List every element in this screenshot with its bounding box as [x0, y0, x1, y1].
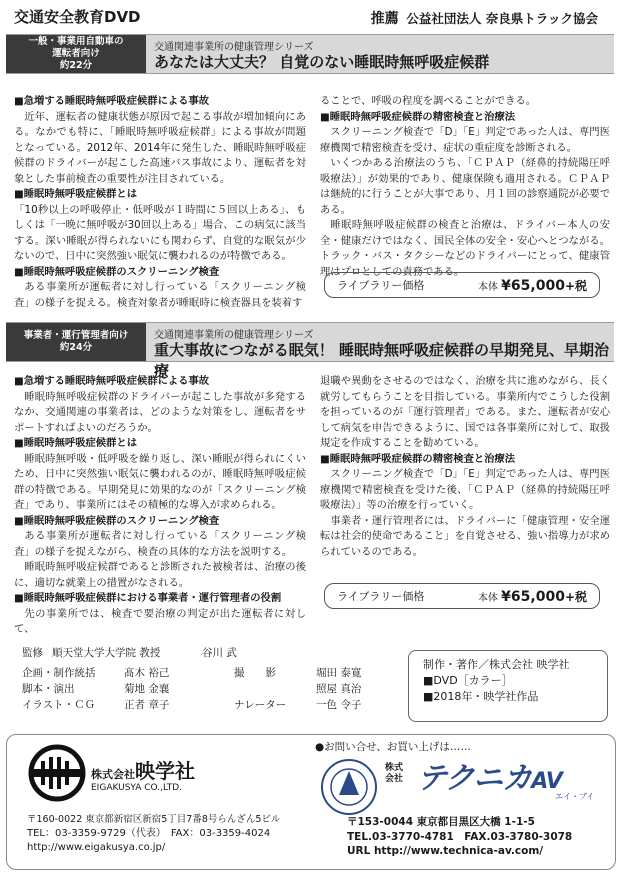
- section2-audience-tag: [6, 323, 146, 361]
- company-name: 映学社: [135, 759, 195, 783]
- section-subheading: ■睡眠時無呼吸症候群とは: [14, 188, 137, 200]
- section2-tag-line1: 事業者・運行管理者向け: [23, 330, 129, 341]
- section2-price-box: [324, 583, 600, 609]
- section2-headline-b: 睡眠時無呼吸症候群の早期発見、早期治療: [154, 341, 609, 380]
- credit-row: [22, 665, 402, 681]
- body-paragraph: 「10秒以上の呼吸停止・低呼吸が１時間に５回以上ある」、もしくは「一晩に無呼吸が30回以上ある」場合、この病気に該当する。深い睡眠が得られないにも関わらず、自覚的な眠気が少ないので、日中に突然強い眠気に襲われるのが特徴である。: [14, 203, 306, 262]
- technica-kana: エイ・ブイ: [555, 792, 595, 801]
- section-subheading: ■急増する睡眠時無呼吸症候群による事故: [14, 375, 210, 387]
- section2-series: 交通関連事業所の健康管理シリーズ: [154, 330, 314, 341]
- section1-tag-line3: 約22分: [59, 60, 93, 71]
- body-paragraph: 退職や異動をさせるのではなく、治療を共に進めながら、長く就労してもらうことを目指している。事業所内でこうした役割を担っているのが「運行管理者」である。また、運転者が安心して病気を申告できるように、国では各事業所に対して、取扱規定を作成することを勧めている。: [320, 375, 610, 449]
- technica-tel: TEL.03-3770-4781 FAX.03-3780-3078: [347, 830, 573, 843]
- section1-audience-tag: [6, 35, 146, 73]
- body-paragraph: ることで、呼吸の程度を調べることができる。: [320, 95, 537, 107]
- body-paragraph: ある事業所が運転者に対し行っている「スクリーニング検査」の様子を捉える。検査対象者が睡眠時に検査器具を装着す: [14, 281, 306, 309]
- body-paragraph: 睡眠時無呼吸・低呼吸を繰り返し、深い睡眠が得られにくいため、日中に突然強い眠気に襲われるのが、睡眠時無呼吸症候群の特徴である。早期発見に効果的なのが「スクリーニング検査」であり、事業所にはその積極的な導入が求められる。: [14, 452, 306, 511]
- technica-logo-icon: [319, 757, 379, 817]
- section1-left-column: [14, 94, 306, 311]
- technica-address: 〒153-0044 東京都目黒区大橋 1-1-5: [347, 816, 535, 828]
- eigakusya-contact: [27, 813, 317, 855]
- company-prefix: 株式会社: [91, 768, 135, 781]
- body-paragraph: 睡眠時無呼吸症候群であると診断された被検者は、治療の後に、適切な就業上の措置がなされる。: [14, 561, 306, 589]
- credit-role: ナレーター: [234, 699, 287, 711]
- supervisor-role: 監修: [22, 647, 43, 659]
- recommend-label: 推薦: [370, 11, 399, 27]
- eigakusya-url[interactable]: http://www.eigakusya.co.jp/: [27, 842, 166, 853]
- section-subheading: ■睡眠時無呼吸症候群の精密検査と治療法: [320, 110, 516, 123]
- body-paragraph: 睡眠時無呼吸症候群のドライバーが起こした事故が多発するなか、交通関連の事業者は、どのような対策をし、運転者をサポートすればよいのだろうか。: [14, 390, 306, 434]
- credits: [22, 645, 402, 713]
- section1-price: [478, 277, 587, 294]
- body-paragraph: 事業者・運行管理者には、ドライバーに「健康管理・安全運転は社会的使命であること」を自覚させる、強い指導力が求められているのである。: [320, 514, 610, 558]
- production-format: ■DVD［カラー］: [423, 674, 513, 687]
- body-paragraph: 先の事業所では、検査で要治療の判定が出た運転者に対して、: [14, 607, 306, 635]
- technica-prefix: 株式 会社: [385, 763, 404, 784]
- production-credit: 制作・著作／株式会社 映学社: [423, 658, 570, 671]
- technica-company: テクニカ: [417, 761, 532, 796]
- section2-price: [478, 588, 587, 605]
- credit-name: 照屋 真治: [316, 683, 362, 695]
- section-subheading: ■睡眠時無呼吸症候群のスクリーニング検査: [14, 514, 220, 527]
- body-paragraph: スクリーニング検査で「D」「E」判定であった人は、専門医療機関で精密検査を受けた後、「ＣＰＡＰ（経鼻的持続陽圧呼吸療法）」等の治療を行っていく。: [320, 468, 610, 511]
- document-title: 交通安全教育DVD: [14, 8, 141, 26]
- section2-header: [6, 322, 614, 380]
- section1-series: 交通関連事業所の健康管理シリーズ: [154, 42, 314, 53]
- credit-row: [22, 681, 402, 697]
- credit-role: [234, 681, 316, 697]
- credit-name: 堀田 泰寛: [316, 667, 362, 679]
- footer-box: [6, 734, 616, 870]
- section2-right-column: [320, 374, 610, 560]
- supervisor-name: 谷川 武: [202, 647, 237, 659]
- section2-left-column: [14, 374, 306, 638]
- eigakusya-logo-icon: [27, 743, 87, 803]
- inquiry-label: ●お問い合せ、お買い上げは……: [315, 741, 471, 753]
- body-paragraph: スクリーニング検査で「D」「E」判定であった人は、専門医療機関で精密検査を受け、症状の重症度を診断される。: [320, 126, 610, 154]
- section1-right-column: [320, 94, 610, 280]
- body-paragraph: いくつかある治療法のうち、「ＣＰＡＰ（経鼻的持続陽圧呼吸療法）」が効果的であり、健康保険も適用される。ＣＰＡＰは継続的に行うことが大事であり、月１回の診察通院が必要である。: [320, 157, 610, 216]
- section1-price-label: ライブラリー価格: [337, 279, 425, 292]
- credit-name: 正者 章子: [124, 699, 170, 711]
- section-subheading: ■睡眠時無呼吸症候群の精密検査と治療法: [320, 452, 516, 465]
- eigakusya-address: 〒160-0022 東京都新宿区新宿5丁目7番8号らんざん5ビル: [27, 814, 281, 825]
- eigakusya-name: [91, 755, 195, 784]
- production-year: ■2018年・映学社作品: [423, 690, 539, 703]
- eigakusya-en: EIGAKUSYA CO.,LTD.: [91, 783, 183, 793]
- credit-rows: [22, 665, 402, 713]
- technica-contact: [347, 815, 609, 859]
- eigakusya-tel: TEL：03-3359-9729（代表） FAX：03-3359-4024: [27, 828, 271, 839]
- technica-name: [417, 753, 562, 797]
- price-amount: ¥65,000: [501, 277, 565, 294]
- section1-tag-line1: 一般・事業用自動車の: [28, 36, 124, 47]
- section-subheading: ■睡眠時無呼吸症候群における事業者・運行管理者の役割: [14, 592, 282, 604]
- section2-price-label: ライブラリー価格: [337, 590, 425, 603]
- credit-name: 菊地 金襄: [124, 683, 170, 695]
- price-prefix: 本体: [477, 592, 498, 604]
- price-prefix: 本体: [477, 281, 498, 293]
- price-suffix: +税: [564, 589, 587, 604]
- price-suffix: +税: [564, 278, 587, 293]
- price-amount: ¥65,000: [501, 588, 565, 605]
- section-subheading: ■睡眠時無呼吸症候群とは: [14, 437, 137, 449]
- section2-headline-a: 重大事故につながる眠気！: [154, 341, 334, 359]
- body-paragraph: 近年、運転者の健康状態が原因で起こる事故が増加傾向にある。なかでも特に、「睡眠時無呼吸症候群」による事故が問題となっている。2012年、2014年に発生した、睡眠時無呼吸症候群のドライバーが起こした高速バス事故により、運転者を対象とした事前検査の重要性が注目されている。: [14, 110, 306, 185]
- credit-name: 髙木 裕己: [124, 667, 170, 679]
- technica-suffix: AV: [531, 769, 562, 794]
- technica-url[interactable]: URL http://www.technica-av.com/: [347, 845, 544, 857]
- recommend-org: 公益社団法人 奈良県トラック協会: [406, 11, 598, 26]
- supervisor-affiliation: 順天堂大学大学院 教授: [52, 647, 161, 659]
- credit-name: 一色 令子: [316, 699, 362, 711]
- credit-role: 撮 影: [234, 667, 276, 679]
- credit-role: 企画・制作統括: [22, 667, 96, 679]
- section-subheading: ■急増する睡眠時無呼吸症候群による事故: [14, 95, 210, 107]
- section1-headline: あなたは大丈夫？ 自覚のない睡眠時無呼吸症候群: [154, 53, 490, 71]
- credit-role: 脚本・演出: [22, 683, 75, 695]
- section1-tag-line2: 運転者向け: [52, 48, 100, 59]
- section2-tag-line2: 約24分: [59, 342, 93, 353]
- section1-header: [6, 34, 614, 74]
- production-info-box: [408, 650, 608, 722]
- body-paragraph: ある事業所が運転者に対し行っている「スクリーニング検査」の様子を捉えながら、検査の具体的な方法を説明する。: [14, 530, 306, 558]
- body-paragraph: 睡眠時無呼吸症候群の検査と治療は、ドライバー本人の安全・健康だけではなく、国民全体の安全・安心へとつながる。トラック・バス・タクシーなどのドライバーにとって、健康管理はプロとしての責務である。: [320, 219, 610, 278]
- section1-price-box: [324, 272, 600, 298]
- credit-role: イラスト・ＣＧ: [22, 699, 96, 711]
- credit-row: [22, 697, 402, 713]
- section-subheading: ■睡眠時無呼吸症候群のスクリーニング検査: [14, 265, 220, 278]
- recommendation: [371, 8, 598, 28]
